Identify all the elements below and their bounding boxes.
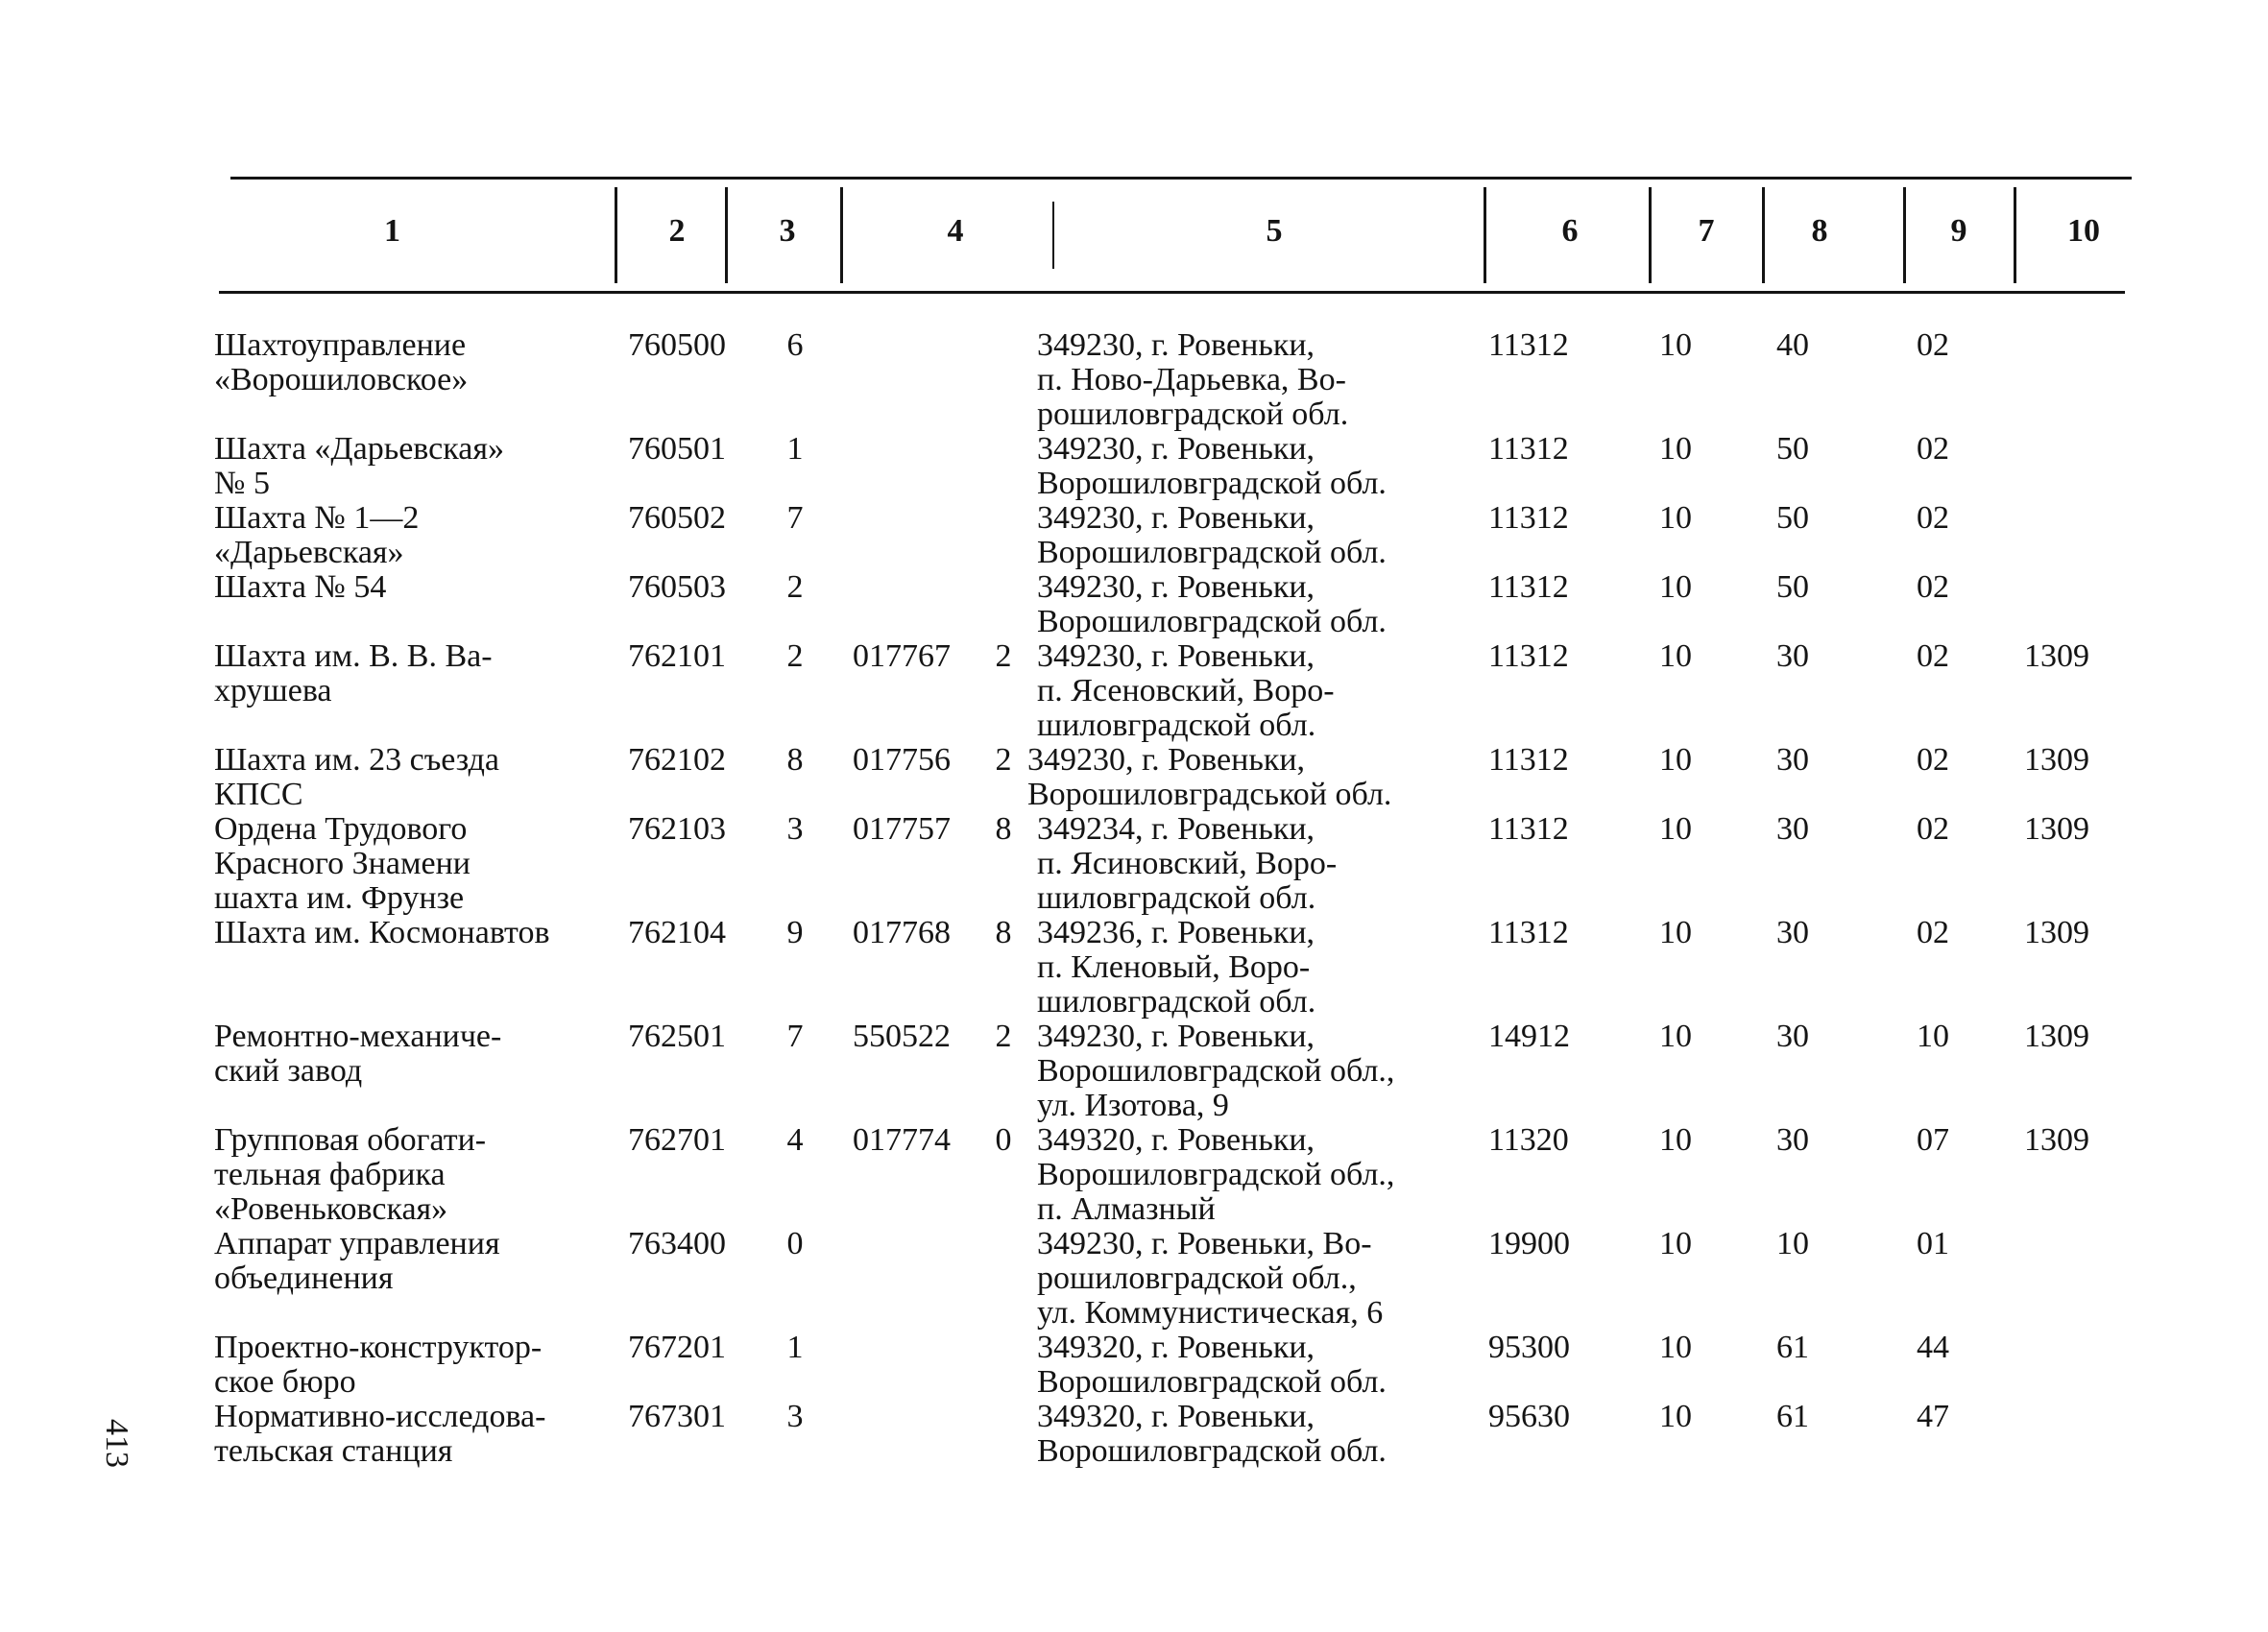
address: 349320, г. Ровеньки, Ворошиловградской обл., п. Алмазный xyxy=(1037,1122,1395,1227)
col-6-value: 95300 xyxy=(1488,1330,1570,1365)
enterprise-code: 767201 xyxy=(628,1330,726,1365)
check-digit: 9 xyxy=(786,915,804,950)
table-row xyxy=(0,570,2268,639)
enterprise-code: 760500 xyxy=(628,327,726,363)
col-8-value: 50 xyxy=(1776,431,1809,467)
enterprise-name: Шахта им. Космонавтов xyxy=(214,915,550,950)
enterprise-code: 760501 xyxy=(628,431,726,467)
col-9-value: 02 xyxy=(1917,327,1949,363)
col-9-value: 02 xyxy=(1917,638,1949,674)
col-7-value: 10 xyxy=(1659,1019,1692,1054)
header-col-9: 9 xyxy=(1950,213,1967,249)
col-8-value: 30 xyxy=(1776,1019,1809,1054)
header-separator xyxy=(1762,187,1765,283)
check-digit: 6 xyxy=(786,327,804,363)
col-6-value: 11312 xyxy=(1488,742,1569,778)
header-separator xyxy=(1649,187,1652,283)
header-separator xyxy=(2014,187,2016,283)
table-row xyxy=(0,501,2268,570)
enterprise-name: Ордена Трудового Красного Знамени шахта им. Фрунзе xyxy=(214,811,470,916)
table-row xyxy=(0,1400,2268,1469)
col-6-value: 11320 xyxy=(1488,1122,1569,1158)
table-row xyxy=(0,328,2268,432)
col-7-value: 10 xyxy=(1659,638,1692,674)
address: 349230, г. Ровеньки, п. Ново-Дарьевка, Во- рошиловградской обл. xyxy=(1037,327,1349,432)
col-10-value: 1309 xyxy=(2024,742,2089,778)
enterprise-name: Шахта № 54 xyxy=(214,569,387,605)
check-digit-2: 2 xyxy=(995,638,1012,674)
check-digit: 8 xyxy=(786,742,804,778)
header-separator xyxy=(1484,187,1486,283)
address: 349230, г. Ровеньки, Ворошиловградской обл. xyxy=(1037,569,1387,639)
header-separator xyxy=(840,187,843,283)
col-6-value: 11312 xyxy=(1488,811,1569,847)
enterprise-name: Нормативно-исследова- тельская станция xyxy=(214,1399,546,1469)
col-7-value: 10 xyxy=(1659,742,1692,778)
col-8-value: 61 xyxy=(1776,1399,1809,1434)
header-separator xyxy=(1903,187,1906,283)
code-2: 017756 xyxy=(853,742,951,778)
address: 349230, г. Ровеньки, Во- рошиловградской обл., ул. Коммунистическая, 6 xyxy=(1037,1226,1384,1331)
check-digit: 0 xyxy=(786,1226,804,1261)
enterprise-name: Шахта им. В. В. Ва- хрушева xyxy=(214,638,493,708)
check-digit: 2 xyxy=(786,569,804,605)
enterprise-code: 762101 xyxy=(628,638,726,674)
col-10-value: 1309 xyxy=(2024,811,2089,847)
col-8-value: 50 xyxy=(1776,500,1809,536)
col-7-value: 10 xyxy=(1659,1330,1692,1365)
col-8-value: 30 xyxy=(1776,1122,1809,1158)
col-10-value: 1309 xyxy=(2024,1122,2089,1158)
check-digit: 1 xyxy=(786,1330,804,1365)
page-number: 413 xyxy=(99,1419,134,1468)
enterprise-name: Проектно-конструктор- ское бюро xyxy=(214,1330,543,1400)
enterprise-name: Шахта № 1—2 «Дарьевская» xyxy=(214,500,420,570)
col-9-value: 01 xyxy=(1917,1226,1949,1261)
enterprise-name: Шахтоуправление «Ворошиловское» xyxy=(214,327,469,397)
header-bottom-rule xyxy=(219,291,2125,294)
enterprise-code: 763400 xyxy=(628,1226,726,1261)
col-6-value: 95630 xyxy=(1488,1399,1570,1434)
col-9-value: 02 xyxy=(1917,569,1949,605)
header-col-2: 2 xyxy=(668,213,686,249)
table-row xyxy=(0,1331,2268,1400)
address: 349230, г. Ровеньки, Ворошиловградской обл. xyxy=(1037,500,1387,570)
col-6-value: 11312 xyxy=(1488,569,1569,605)
col-10-value: 1309 xyxy=(2024,1019,2089,1054)
header-col-5: 5 xyxy=(1266,213,1283,249)
table-row xyxy=(0,916,2268,1020)
address: 349230, г. Ровеньки, Ворошиловградской обл., ул. Изотова, 9 xyxy=(1037,1019,1395,1123)
address: 349234, г. Ровеньки, п. Ясиновский, Воро- шиловградской обл. xyxy=(1037,811,1338,916)
enterprise-name: Шахта им. 23 съезда КПСС xyxy=(214,742,500,812)
check-digit-2: 0 xyxy=(995,1122,1012,1158)
col-7-value: 10 xyxy=(1659,1122,1692,1158)
enterprise-code: 767301 xyxy=(628,1399,726,1434)
enterprise-code: 762701 xyxy=(628,1122,726,1158)
col-8-value: 30 xyxy=(1776,915,1809,950)
address: 349230, г. Ровеньки, п. Ясеновский, Воро- шиловградской обл. xyxy=(1037,638,1335,743)
enterprise-code: 762501 xyxy=(628,1019,726,1054)
enterprise-code: 760503 xyxy=(628,569,726,605)
col-6-value: 14912 xyxy=(1488,1019,1570,1054)
enterprise-code: 762103 xyxy=(628,811,726,847)
table-row xyxy=(0,743,2268,812)
header-col-3: 3 xyxy=(779,213,796,249)
table-row xyxy=(0,432,2268,501)
col-10-value: 1309 xyxy=(2024,638,2089,674)
address: 349230, г. Ровеньки, Ворошиловградской обл. xyxy=(1037,431,1387,501)
col-9-value: 02 xyxy=(1917,500,1949,536)
col-9-value: 07 xyxy=(1917,1122,1949,1158)
top-rule xyxy=(230,177,2132,180)
col-8-value: 30 xyxy=(1776,811,1809,847)
check-digit-2: 2 xyxy=(995,742,1012,778)
header-col-8: 8 xyxy=(1811,213,1828,249)
col-6-value: 11312 xyxy=(1488,431,1569,467)
col-7-value: 10 xyxy=(1659,1226,1692,1261)
enterprise-name: Групповая обогати- тельная фабрика «Ровеньковская» xyxy=(214,1122,487,1227)
code-2: 017774 xyxy=(853,1122,951,1158)
col-8-value: 30 xyxy=(1776,638,1809,674)
code-2: 017767 xyxy=(853,638,951,674)
header-separator xyxy=(725,187,728,283)
check-digit-2: 8 xyxy=(995,915,1012,950)
check-digit: 3 xyxy=(786,811,804,847)
check-digit-2: 2 xyxy=(995,1019,1012,1054)
col-9-value: 02 xyxy=(1917,915,1949,950)
col-6-value: 11312 xyxy=(1488,915,1569,950)
col-9-value: 02 xyxy=(1917,742,1949,778)
col-6-value: 11312 xyxy=(1488,500,1569,536)
header-separator xyxy=(1052,202,1054,269)
address: 349230, г. Ровеньки, Ворошиловградськой обл. xyxy=(1027,742,1392,812)
code-2: 550522 xyxy=(853,1019,951,1054)
check-digit: 4 xyxy=(786,1122,804,1158)
header-col-4: 4 xyxy=(947,213,964,249)
check-digit: 7 xyxy=(786,1019,804,1054)
header-col-10: 10 xyxy=(2067,213,2100,249)
check-digit: 3 xyxy=(786,1399,804,1434)
col-6-value: 11312 xyxy=(1488,327,1569,363)
header-col-7: 7 xyxy=(1698,213,1715,249)
col-8-value: 30 xyxy=(1776,742,1809,778)
col-7-value: 10 xyxy=(1659,431,1692,467)
address: 349236, г. Ровеньки, п. Кленовый, Воро- шиловградской обл. xyxy=(1037,915,1316,1020)
col-6-value: 11312 xyxy=(1488,638,1569,674)
enterprise-name: Ремонтно-механиче- ский завод xyxy=(214,1019,502,1089)
table-row xyxy=(0,1020,2268,1123)
col-9-value: 02 xyxy=(1917,431,1949,467)
check-digit: 7 xyxy=(786,500,804,536)
col-8-value: 40 xyxy=(1776,327,1809,363)
table-row xyxy=(0,1227,2268,1331)
col-8-value: 50 xyxy=(1776,569,1809,605)
table-row xyxy=(0,1123,2268,1227)
enterprise-name: Аппарат управления объединения xyxy=(214,1226,500,1296)
address: 349320, г. Ровеньки, Ворошиловградской обл. xyxy=(1037,1330,1387,1400)
enterprise-code: 762104 xyxy=(628,915,726,950)
enterprise-code: 760502 xyxy=(628,500,726,536)
col-6-value: 19900 xyxy=(1488,1226,1570,1261)
header-separator xyxy=(615,187,617,283)
col-7-value: 10 xyxy=(1659,569,1692,605)
col-7-value: 10 xyxy=(1659,1399,1692,1434)
check-digit: 2 xyxy=(786,638,804,674)
col-8-value: 61 xyxy=(1776,1330,1809,1365)
col-9-value: 10 xyxy=(1917,1019,1949,1054)
col-7-value: 10 xyxy=(1659,500,1692,536)
enterprise-code: 762102 xyxy=(628,742,726,778)
col-9-value: 02 xyxy=(1917,811,1949,847)
col-9-value: 47 xyxy=(1917,1399,1949,1434)
col-9-value: 44 xyxy=(1917,1330,1949,1365)
enterprise-name: Шахта «Дарьевская» № 5 xyxy=(214,431,504,501)
table-row xyxy=(0,812,2268,916)
address: 349320, г. Ровеньки, Ворошиловградской обл. xyxy=(1037,1399,1387,1469)
header-col-1: 1 xyxy=(384,213,400,249)
code-2: 017768 xyxy=(853,915,951,950)
check-digit: 1 xyxy=(786,431,804,467)
col-7-value: 10 xyxy=(1659,915,1692,950)
code-2: 017757 xyxy=(853,811,951,847)
table-row xyxy=(0,639,2268,743)
header-col-6: 6 xyxy=(1561,213,1579,249)
col-10-value: 1309 xyxy=(2024,915,2089,950)
check-digit-2: 8 xyxy=(995,811,1012,847)
col-8-value: 10 xyxy=(1776,1226,1809,1261)
col-7-value: 10 xyxy=(1659,327,1692,363)
col-7-value: 10 xyxy=(1659,811,1692,847)
